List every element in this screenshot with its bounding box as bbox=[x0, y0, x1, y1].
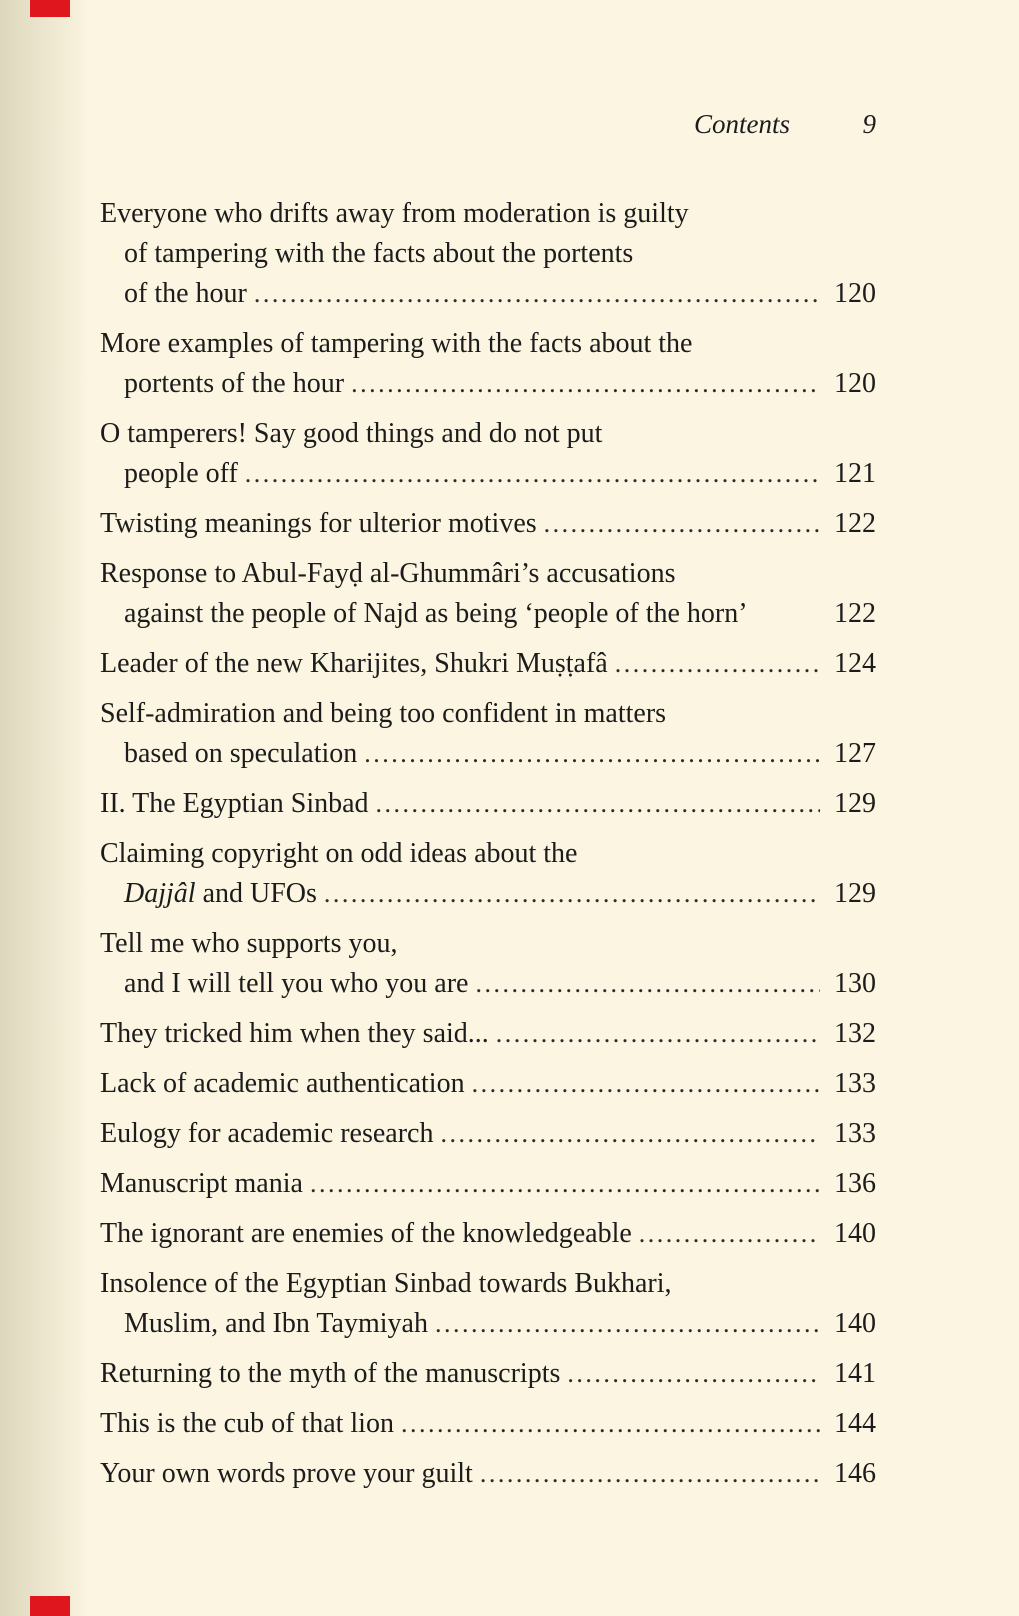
toc-line bbox=[100, 364, 876, 404]
toc-entry-text bbox=[124, 364, 344, 404]
toc-line bbox=[100, 324, 876, 364]
toc-entry bbox=[100, 1064, 876, 1104]
toc-entry-text-segment: Muslim, and Ibn Taymiyah bbox=[124, 1308, 428, 1339]
toc-line bbox=[100, 454, 876, 494]
toc-entry-text bbox=[124, 454, 238, 494]
toc-entry-text bbox=[100, 1114, 433, 1154]
toc-entry-text bbox=[100, 194, 689, 234]
toc-page-number: 140 bbox=[834, 1308, 876, 1339]
toc-line bbox=[100, 834, 876, 874]
toc-entry-text bbox=[124, 874, 317, 914]
toc-entry-text-segment: O tamperers! Say good things and do not put bbox=[100, 418, 603, 449]
leader-dots bbox=[351, 364, 820, 404]
toc-entry bbox=[100, 784, 876, 824]
toc-entry-text bbox=[100, 1264, 672, 1304]
toc-entry bbox=[100, 834, 876, 914]
toc-list bbox=[100, 194, 876, 1494]
toc-entry bbox=[100, 324, 876, 404]
toc-entry bbox=[100, 194, 876, 314]
toc-entry-text-segment: based on speculation bbox=[124, 738, 358, 769]
toc-entry-text-italic: Dajjâl bbox=[124, 878, 196, 909]
toc-line bbox=[100, 504, 876, 544]
toc-entry-text bbox=[100, 784, 369, 824]
toc-entry-text bbox=[100, 834, 577, 874]
toc-page-number: 120 bbox=[834, 368, 876, 399]
leader-dots bbox=[639, 1214, 820, 1254]
leader-dots bbox=[440, 1114, 820, 1154]
leader-dots bbox=[475, 964, 820, 1004]
toc-entry-text-segment: of the hour bbox=[124, 278, 247, 309]
leader-dots bbox=[615, 644, 820, 684]
toc-line bbox=[100, 1454, 876, 1494]
toc-line bbox=[100, 964, 876, 1004]
toc-line bbox=[100, 1264, 876, 1304]
toc-entry-text bbox=[100, 1354, 560, 1394]
toc-entry-text-segment: Insolence of the Egyptian Sinbad towards Bukhari, bbox=[100, 1268, 672, 1299]
toc-page-number: 129 bbox=[834, 788, 876, 819]
toc-entry-text bbox=[124, 594, 748, 634]
toc-page-number: 121 bbox=[834, 458, 876, 489]
toc-line bbox=[100, 234, 876, 274]
toc-entry-text bbox=[100, 1214, 632, 1254]
running-header-title: Contents bbox=[693, 109, 790, 139]
toc-entry-text-segment: people off bbox=[124, 458, 238, 489]
leader-dots bbox=[364, 734, 820, 774]
toc-line bbox=[100, 1354, 876, 1394]
toc-line bbox=[100, 194, 876, 234]
toc-page-number: 141 bbox=[834, 1358, 876, 1389]
toc-page-number: 129 bbox=[834, 878, 876, 909]
toc-entry-text bbox=[124, 734, 357, 774]
toc-entry-text-segment: More examples of tampering with the facts about the bbox=[100, 328, 693, 359]
toc-line bbox=[100, 1404, 876, 1444]
toc-entry bbox=[100, 1354, 876, 1394]
toc-entry bbox=[100, 414, 876, 494]
toc-page-number: 122 bbox=[834, 508, 876, 539]
toc-line bbox=[100, 554, 876, 594]
page-content bbox=[100, 104, 876, 1494]
toc-entry-text bbox=[124, 1304, 428, 1344]
leader-dots bbox=[567, 1354, 820, 1394]
toc-entry bbox=[100, 1454, 876, 1494]
toc-line bbox=[100, 594, 876, 634]
toc-page-number: 130 bbox=[834, 968, 876, 999]
toc-page-number: 146 bbox=[834, 1458, 876, 1489]
toc-entry bbox=[100, 1264, 876, 1344]
toc-entry-text bbox=[100, 924, 397, 964]
toc-page-number: 136 bbox=[834, 1168, 876, 1199]
leader-dots bbox=[254, 274, 820, 314]
toc-line bbox=[100, 924, 876, 964]
toc-line bbox=[100, 1214, 876, 1254]
toc-line bbox=[100, 1164, 876, 1204]
toc-entry bbox=[100, 1014, 876, 1054]
toc-page-number: 122 bbox=[834, 598, 876, 629]
toc-page-number: 133 bbox=[834, 1068, 876, 1099]
toc-entry-text bbox=[100, 694, 666, 734]
toc-entry-text-segment: against the people of Najd as being ‘people of the horn’ bbox=[124, 598, 748, 629]
toc-entry-text-segment: Response to Abul-Fayḍ al-Ghummâri’s accusations bbox=[100, 558, 676, 589]
toc-page-number: 127 bbox=[834, 738, 876, 769]
toc-page-number: 132 bbox=[834, 1018, 876, 1049]
red-cover-mark-bottom bbox=[30, 1596, 70, 1616]
leader-dots bbox=[401, 1404, 820, 1444]
toc-entry bbox=[100, 924, 876, 1004]
toc-line bbox=[100, 644, 876, 684]
leader-dots bbox=[480, 1454, 820, 1494]
toc-entry-text-segment: They tricked him when they said... bbox=[100, 1018, 489, 1049]
toc-entry-text bbox=[100, 1164, 303, 1204]
toc-page-number: 133 bbox=[834, 1118, 876, 1149]
toc-entry bbox=[100, 1164, 876, 1204]
toc-entry bbox=[100, 554, 876, 634]
toc-entry-text-segment: of tampering with the facts about the portents bbox=[124, 238, 634, 269]
toc-entry bbox=[100, 1404, 876, 1444]
toc-entry-text-segment: portents of the hour bbox=[124, 368, 345, 399]
leader-dots bbox=[310, 1164, 820, 1204]
toc-entry-text bbox=[124, 234, 633, 274]
red-cover-mark-top bbox=[30, 0, 70, 17]
toc-line bbox=[100, 694, 876, 734]
leader-dots bbox=[376, 784, 820, 824]
toc-entry-text bbox=[100, 414, 602, 454]
toc-entry-text-segment: Your own words prove your guilt bbox=[100, 1458, 473, 1489]
toc-entry bbox=[100, 504, 876, 544]
toc-entry-text bbox=[100, 554, 675, 594]
toc-entry-text-segment: Tell me who supports you, bbox=[100, 928, 398, 959]
toc-entry-text-segment: The ignorant are enemies of the knowledgeable bbox=[100, 1218, 632, 1249]
toc-page-number: 140 bbox=[834, 1218, 876, 1249]
toc-page-number: 120 bbox=[834, 278, 876, 309]
toc-entry-text bbox=[100, 1014, 489, 1054]
toc-entry-text bbox=[100, 1064, 465, 1104]
toc-entry-text-segment: and UFOs bbox=[195, 878, 317, 909]
toc-entry-text-segment: Leader of the new Kharijites, Shukri Muṣṭafâ bbox=[100, 648, 608, 679]
toc-page-number: 144 bbox=[834, 1408, 876, 1439]
toc-line bbox=[100, 874, 876, 914]
toc-line bbox=[100, 1064, 876, 1104]
toc-entry-text bbox=[100, 1404, 394, 1444]
toc-entry-text-segment: Eulogy for academic research bbox=[100, 1118, 434, 1149]
toc-line bbox=[100, 414, 876, 454]
toc-entry-text-segment: Lack of academic authentication bbox=[100, 1068, 465, 1099]
toc-entry-text-segment: Everyone who drifts away from moderation is guilty bbox=[100, 198, 689, 229]
toc-line bbox=[100, 274, 876, 314]
toc-line bbox=[100, 734, 876, 774]
toc-entry bbox=[100, 644, 876, 684]
toc-entry bbox=[100, 1214, 876, 1254]
toc-page-number: 124 bbox=[834, 648, 876, 679]
running-header-page-number: 9 bbox=[862, 109, 876, 139]
toc-entry-text-segment: and I will tell you who you are bbox=[124, 968, 469, 999]
toc-entry bbox=[100, 694, 876, 774]
toc-entry-text bbox=[100, 1454, 473, 1494]
running-header bbox=[100, 104, 876, 144]
toc-line bbox=[100, 1114, 876, 1154]
toc-entry-text bbox=[124, 274, 247, 314]
leader-dots bbox=[435, 1304, 820, 1344]
toc-entry-text bbox=[100, 324, 692, 364]
toc-entry-text bbox=[100, 644, 608, 684]
toc-entry-text-segment: Claiming copyright on odd ideas about the bbox=[100, 838, 578, 869]
leader-dots bbox=[496, 1014, 820, 1054]
toc-entry-text-segment: Manuscript mania bbox=[100, 1168, 303, 1199]
toc-entry-text bbox=[124, 964, 468, 1004]
toc-line bbox=[100, 1014, 876, 1054]
toc-entry-text bbox=[100, 504, 537, 544]
toc-entry-text-segment: Returning to the myth of the manuscripts bbox=[100, 1358, 561, 1389]
leader-dots bbox=[472, 1064, 820, 1104]
leader-dots bbox=[245, 454, 820, 494]
leader-dots bbox=[544, 504, 820, 544]
toc-line bbox=[100, 784, 876, 824]
toc-entry bbox=[100, 1114, 876, 1154]
toc-line bbox=[100, 1304, 876, 1344]
toc-entry-text-segment: This is the cub of that lion bbox=[100, 1408, 394, 1439]
toc-entry-text-segment: Self-admiration and being too confident in matters bbox=[100, 698, 667, 729]
toc-entry-text-segment: Twisting meanings for ulterior motives bbox=[100, 508, 537, 539]
leader-dots bbox=[324, 874, 820, 914]
toc-entry-text-segment: II. The Egyptian Sinbad bbox=[100, 788, 369, 819]
